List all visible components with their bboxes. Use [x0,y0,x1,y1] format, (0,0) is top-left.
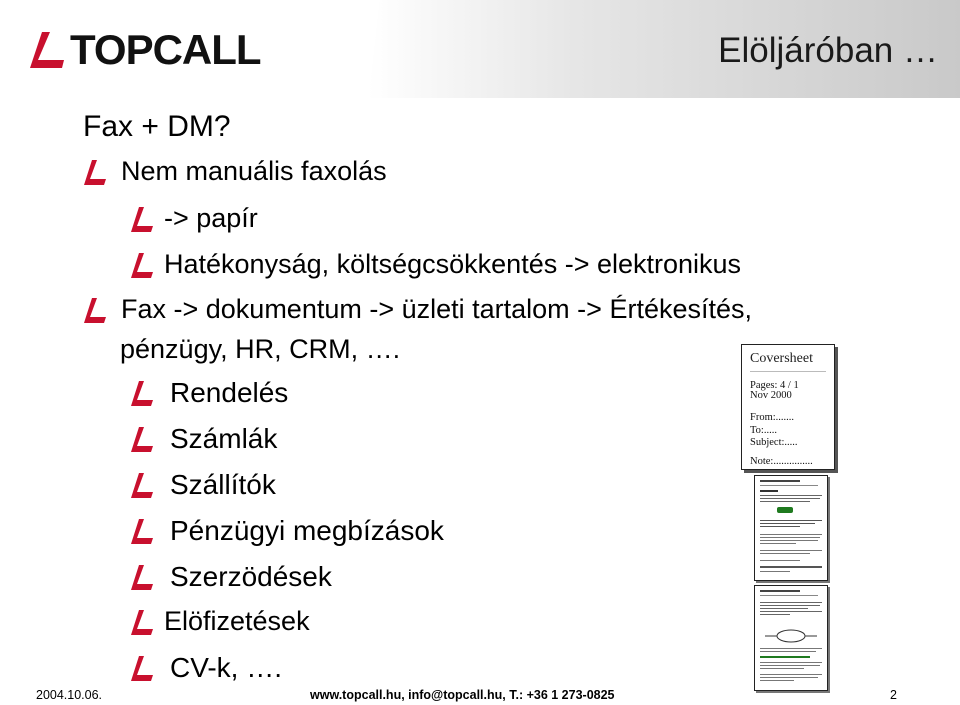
bullet-text: Fax -> dokumentum -> üzleti tartalom -> Értékesítés, [121,294,752,324]
list-item [130,377,288,409]
sub-bullet-item [130,249,741,280]
bullet-item [83,294,752,325]
bullet-l-icon [130,610,154,636]
list-item [130,423,277,455]
bullet-text-continuation: pénzügy, HR, CRM, …. [120,334,401,364]
list-item [130,515,444,547]
coversheet-to: To:..... [750,425,777,436]
footer-contact: www.topcall.hu, info@topcall.hu, T.: +36 1 273-0825 [310,688,615,702]
bullet-item [83,156,387,187]
sub-bullet-item [130,203,258,234]
list-item [130,606,310,637]
list-item-text: Rendelés [170,377,289,408]
page-number: 2 [890,688,897,702]
coversheet-pages: Pages: 4 / 1 [750,380,799,391]
bullet-l-icon [83,160,107,186]
topcall-logo-mark-icon [28,30,68,70]
coversheet-from: From:....... [750,412,795,423]
list-item-text: CV-k, …. [170,652,283,683]
bullet-l-icon [83,298,107,324]
bullet-l-icon [130,381,154,407]
bullet-l-icon [130,253,154,279]
list-item [130,469,276,501]
coversheet-subject: Subject:..... [750,437,798,448]
footer-date: 2004.10.06. [36,688,103,702]
bullet-l-icon [130,473,154,499]
slide-title: Elöljáróban … [718,31,938,70]
bullet-l-icon [130,519,154,545]
coversheet-image [741,344,835,470]
list-item-text: Elöfizetések [164,606,310,636]
bullet-l-icon [130,565,154,591]
bullet-l-icon [130,207,154,233]
bullet-l-icon [130,656,154,682]
list-item-text: Pénzügyi megbízások [170,515,444,546]
coversheet-divider [750,371,826,372]
coversheet-title: Coversheet [750,351,813,366]
coversheet-note: Note:............... [750,456,813,467]
coversheet-date: Nov 2000 [750,390,792,401]
list-item [130,561,332,593]
list-item-text: Szerzödések [170,561,332,592]
title-band [368,0,960,98]
document-page-icon [755,476,827,580]
sub-bullet-text: Hatékonyság, költségcsökkentés -> elektronikus [164,249,742,279]
bullet-text: Nem manuális faxolás [121,156,387,186]
document-page-thumbnail [754,475,828,581]
list-item [130,652,282,684]
logo-text: TOPCALL [70,26,261,73]
section-heading: Fax + DM? [83,110,231,143]
document-page-icon [755,586,827,690]
sub-bullet-text: -> papír [164,203,258,233]
list-item-text: Szállítók [170,469,276,500]
list-item-text: Számlák [170,423,278,454]
bullet-l-icon [130,427,154,453]
document-page-thumbnail [754,585,828,691]
topcall-logo [28,28,261,72]
